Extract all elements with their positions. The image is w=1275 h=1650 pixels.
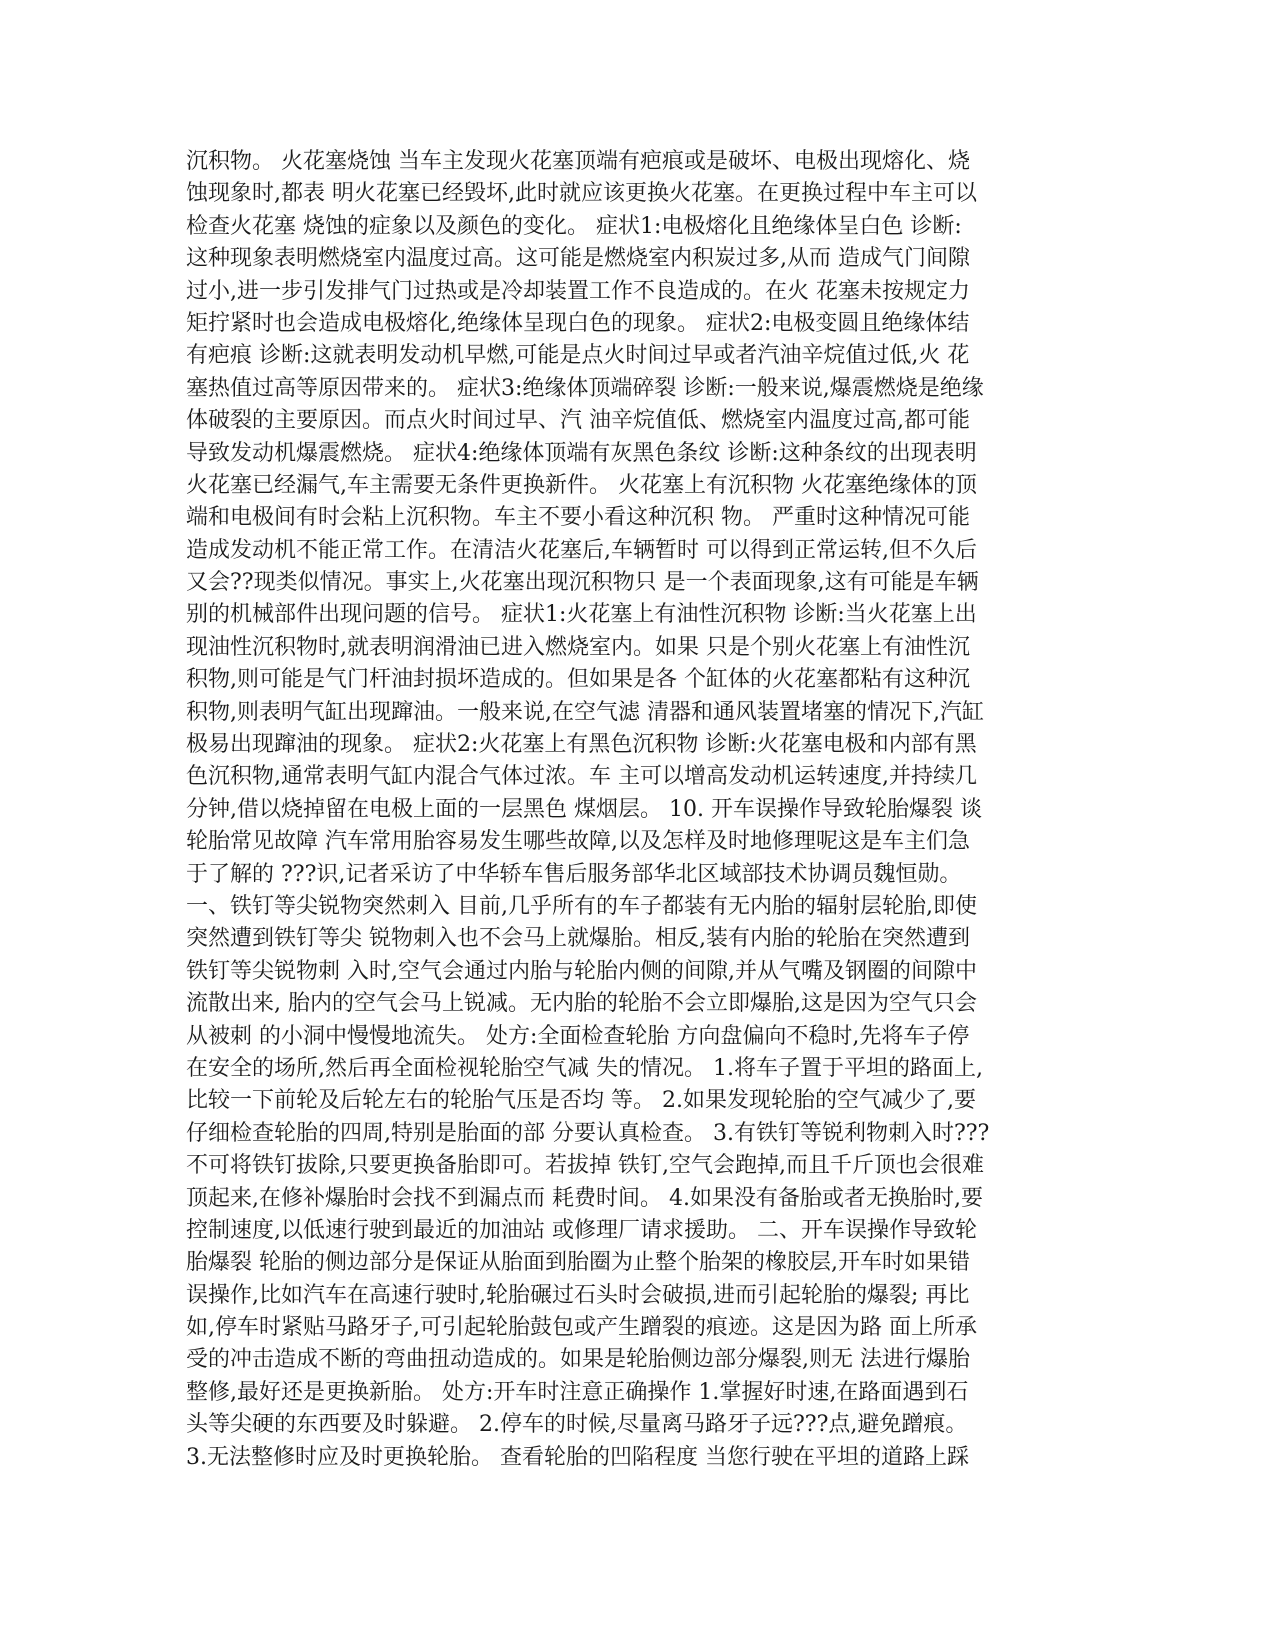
text-line: 整修,最好还是更换新胎。 处方:开车时注意正确操作 1.掌握好时速,在路面遇到石 <box>186 1379 969 1405</box>
text-line: 误操作,比如汽车在高速行驶时,轮胎碾过石头时会破损,进而引起轮胎的爆裂; 再比 <box>186 1282 970 1308</box>
text-line: 塞热值过高等原因带来的。 症状3:绝缘体顶端碎裂 诊断:一般来说,爆震燃烧是绝缘 <box>186 375 984 401</box>
text-line: 蚀现象时,都表 明火花塞已经毁坏,此时就应该更换火花塞。在更换过程中车主可以 <box>186 181 977 207</box>
text-line: 端和电极间有时会粘上沉积物。车主不要小看这种沉积 物。 严重时这种情况可能 <box>186 505 970 531</box>
text-line: 沉积物。 火花塞烧蚀 当车主发现火花塞顶端有疤痕或是破坏、电极出现熔化、烧 <box>186 149 970 174</box>
text-line: 一、铁钉等尖锐物突然刺入 目前,几乎所有的车子都装有无内胎的辐射层轮胎,即使 <box>186 893 977 919</box>
text-line: 如,停车时紧贴马路牙子,可引起轮胎鼓包或产生蹭裂的痕迹。这是因为路 面上所承 <box>186 1315 977 1341</box>
text-line: 仔细检查轮胎的四周,特别是胎面的部 分要认真检查。 3.有铁钉等锐利物刺入时??? <box>186 1120 990 1146</box>
text-line: 3.无法整修时应及时更换轮胎。 查看轮胎的凹陷程度 当您行驶在平坦的道路上踩 <box>186 1444 969 1470</box>
text-line: 从被刺 的小洞中慢慢地流失。 处方:全面检查轮胎 方向盘偏向不稳时,先将车子停 <box>186 1023 970 1049</box>
text-line: 胎爆裂 轮胎的侧边部分是保证从胎面到胎圈为止整个胎架的橡胶层,开车时如果错 <box>186 1250 970 1276</box>
text-line: 火花塞已经漏气,车主需要无条件更换新件。 火花塞上有沉积物 火花塞绝缘体的顶 <box>186 472 977 498</box>
text-line: 轮胎常见故障 汽车常用胎容易发生哪些故障,以及怎样及时地修理呢这是车主们急 <box>186 829 970 855</box>
text-line: 过小,进一步引发排气门过热或是冷却装置工作不良造成的。在火 花塞未按规定力 <box>186 278 970 304</box>
text-line: 现油性沉积物时,就表明润滑油已进入燃烧室内。如果 只是个别火花塞上有油性沉 <box>186 634 970 660</box>
text-line: 受的冲击造成不断的弯曲扭动造成的。如果是轮胎侧边部分爆裂,则无 法进行爆胎 <box>186 1347 970 1373</box>
text-line: 别的机械部件出现问题的信号。 症状1:火花塞上有油性沉积物 诊断:当火花塞上出 <box>186 602 977 628</box>
text-line: 导致发动机爆震燃烧。 症状4:绝缘体顶端有灰黑色条纹 诊断:这种条纹的出现表明 <box>186 440 977 466</box>
text-line: 检查火花塞 烧蚀的症象以及颜色的变化。 症状1:电极熔化且绝缘体呈白色 诊断: <box>186 213 962 239</box>
text-line: 控制速度,以低速行驶到最近的加油站 或修理厂请求援助。 二、开车误操作导致轮 <box>186 1217 977 1243</box>
text-line: 铁钉等尖锐物刺 入时,空气会通过内胎与轮胎内侧的间隙,并从气嘴及钢圈的间隙中 <box>186 958 977 984</box>
text-line: 积物,则表明气缸出现蹿油。一般来说,在空气滤 清器和通风装置堵塞的情况下,汽缸 <box>186 699 984 725</box>
text-line: 流散出来, 胎内的空气会马上锐减。无内胎的轮胎不会立即爆胎,这是因为空气只会 <box>186 991 977 1017</box>
text-line: 造成发动机不能正常工作。在清洁火花塞后,车辆暂时 可以得到正常运转,但不久后 <box>186 537 977 563</box>
text-line: 极易出现蹿油的现象。 症状2:火花塞上有黑色沉积物 诊断:火花塞电极和内部有黑 <box>186 732 977 758</box>
text-line: 分钟,借以烧掉留在电极上面的一层黑色 煤烟层。 10. 开车误操作导致轮胎爆裂 谈 <box>186 796 982 822</box>
text-line: 有疤痕 诊断:这就表明发动机早燃,可能是点火时间过早或者汽油辛烷值过低,火 花 <box>186 343 970 369</box>
text-line: 头等尖硬的东西要及时躲避。 2.停车的时候,尽量离马路牙子远???点,避免蹭痕。 <box>186 1412 968 1438</box>
body-text <box>186 146 1086 1474</box>
text-line: 体破裂的主要原因。而点火时间过早、汽 油辛烷值低、燃烧室内温度过高,都可能 <box>186 408 970 434</box>
text-line: 积物,则可能是气门杆油封损坏造成的。但如果是各 个缸体的火花塞都粘有这种沉 <box>186 667 970 693</box>
text-line: 在安全的场所,然后再全面检视轮胎空气减 失的情况。 1.将车子置于平坦的路面上, <box>186 1055 983 1081</box>
text-line: 又会??现类似情况。事实上,火花塞出现沉积物只 是一个表面现象,这有可能是车辆 <box>186 570 979 596</box>
text-line: 突然遭到铁钉等尖 锐物刺入也不会马上就爆胎。相反,装有内胎的轮胎在突然遭到 <box>186 926 970 952</box>
text-line: 这种现象表明燃烧室内温度过高。这可能是燃烧室内积炭过多,从而 造成气门间隙 <box>186 246 970 272</box>
text-line: 顶起来,在修补爆胎时会找不到漏点而 耗费时间。 4.如果没有备胎或者无换胎时,要 <box>186 1185 983 1211</box>
text-line: 比较一下前轮及后轮左右的轮胎气压是否均 等。 2.如果发现轮胎的空气减少了,要 <box>186 1088 976 1114</box>
text-line: 矩拧紧时也会造成电极熔化,绝缘体呈现白色的现象。 症状2:电极变圆且绝缘体结 <box>186 310 970 336</box>
text-line: 于了解的 ???识,记者采访了中华轿车售后服务部华北区域部技术协调员魏恒勋。 <box>186 861 962 887</box>
text-line: 不可将铁钉拔除,只要更换备胎即可。若拔掉 铁钉,空气会跑掉,而且千斤顶也会很难 <box>186 1153 984 1179</box>
text-line: 色沉积物,通常表明气缸内混合气体过浓。车 主可以增高发动机运转速度,并持续几 <box>186 764 977 790</box>
